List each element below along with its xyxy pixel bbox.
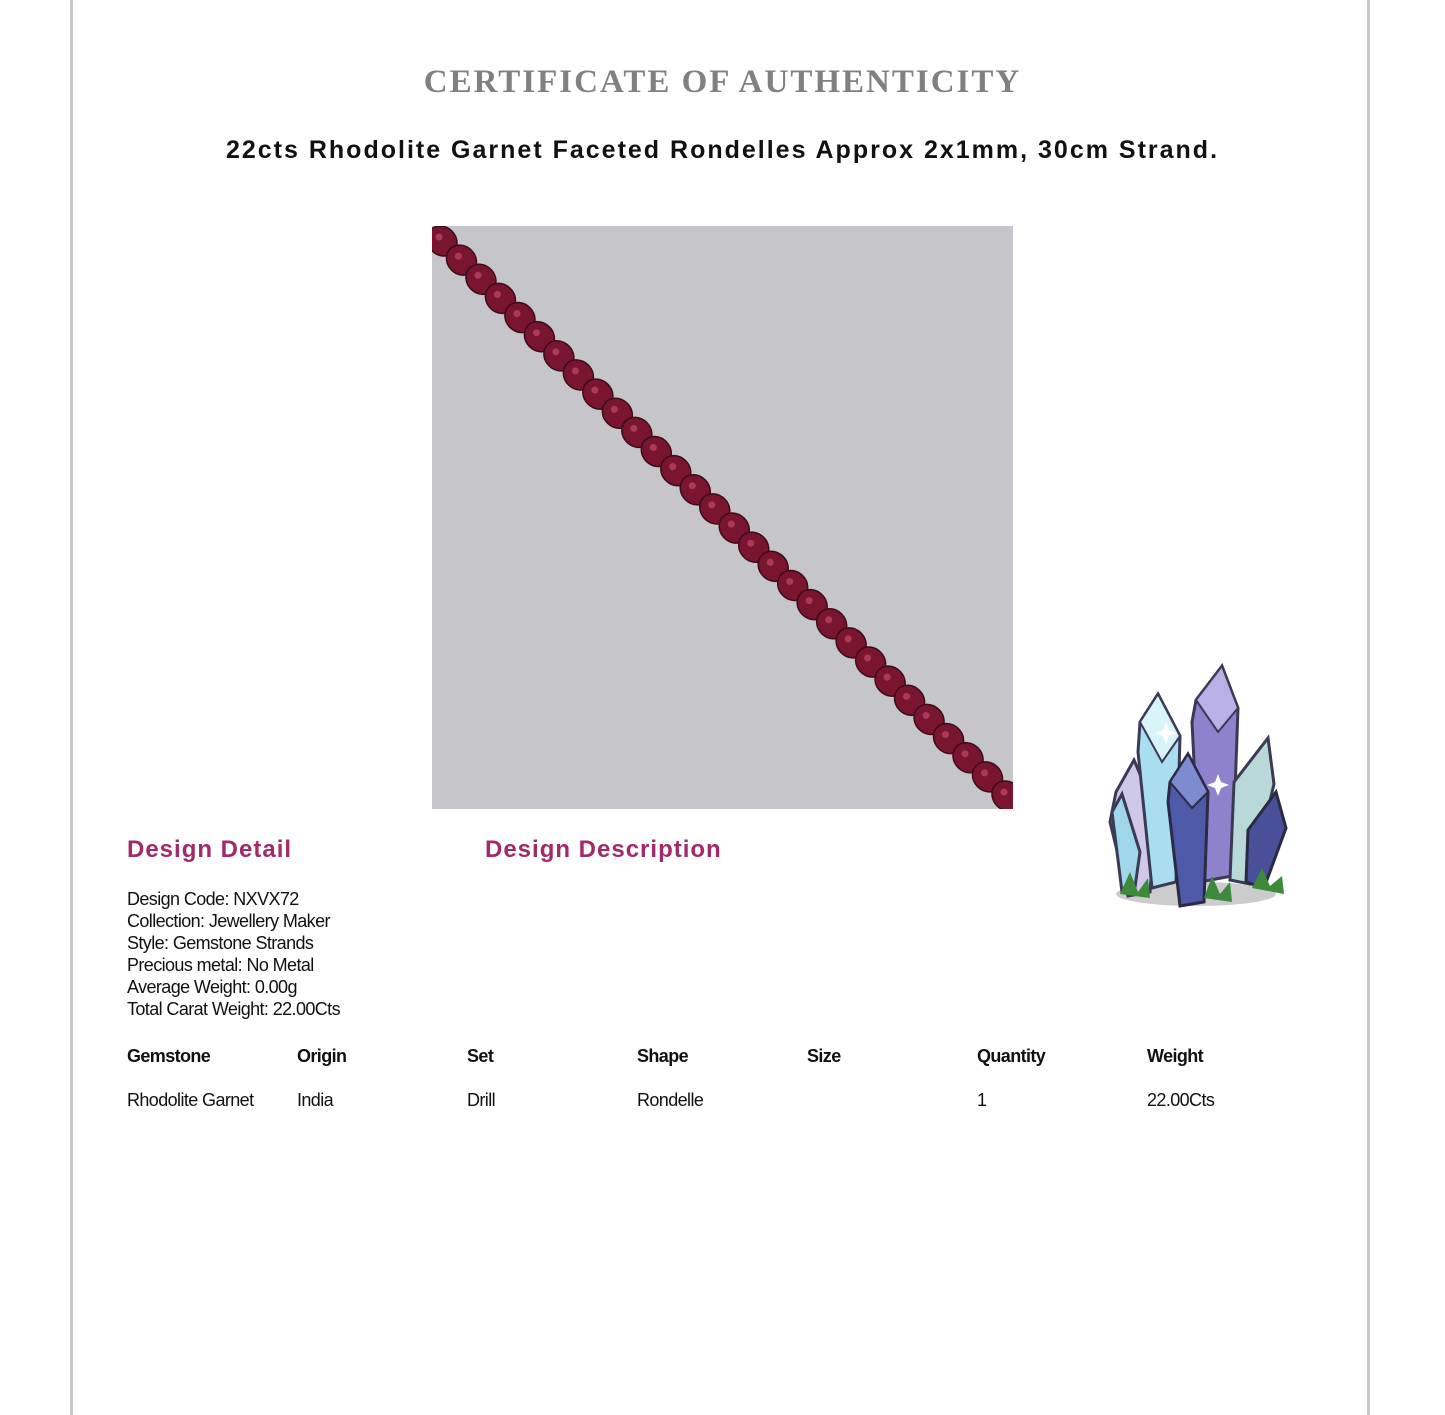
gemstone-table — [127, 1046, 1317, 1114]
bead-highlight — [494, 291, 501, 298]
header-quantity: Quantity — [977, 1046, 1046, 1066]
bead-highlight — [513, 310, 520, 317]
cell-weight: 22.00Cts — [1147, 1090, 1215, 1110]
bead-highlight — [669, 463, 676, 470]
header-set: Set — [467, 1046, 494, 1066]
bead-highlight — [923, 712, 930, 719]
bead-highlight — [591, 387, 598, 394]
cell-set: Drill — [467, 1090, 495, 1110]
bead-highlight — [455, 253, 462, 260]
precious-metal: Precious metal: No Metal — [127, 955, 314, 975]
cell-origin: India — [297, 1090, 334, 1110]
bead-highlight — [962, 750, 969, 757]
bead-highlight — [611, 406, 618, 413]
total-carat-weight: Total Carat Weight: 22.00Cts — [127, 999, 340, 1019]
table-row — [127, 1074, 1317, 1114]
cell-quantity: 1 — [977, 1090, 987, 1110]
bead-highlight — [533, 329, 540, 336]
header-weight: Weight — [1147, 1046, 1204, 1066]
cell-size — [807, 1074, 977, 1114]
product-photo — [432, 226, 1013, 809]
cell-gemstone: Rhodolite Garnet — [127, 1090, 254, 1110]
design-description-heading: Design Description — [485, 836, 722, 863]
bead-highlight — [689, 482, 696, 489]
average-weight: Average Weight: 0.00g — [127, 977, 297, 997]
bead-highlight — [436, 234, 443, 241]
style: Style: Gemstone Strands — [127, 933, 314, 953]
header-size: Size — [807, 1046, 841, 1066]
page-border-left — [70, 0, 73, 1415]
collection: Collection: Jewellery Maker — [127, 911, 330, 931]
bead-highlight — [942, 731, 949, 738]
bead-highlight — [786, 578, 793, 585]
header-shape: Shape — [637, 1046, 689, 1066]
bead-highlight — [572, 367, 579, 374]
bead-highlight — [981, 769, 988, 776]
design-code: Design Code: NXVX72 — [127, 889, 299, 909]
bead-highlight — [650, 444, 657, 451]
bead-highlight — [767, 559, 774, 566]
bead-highlight — [903, 693, 910, 700]
bead-highlight — [825, 616, 832, 623]
bead-highlight — [728, 521, 735, 528]
bead-highlight — [552, 348, 559, 355]
bead-highlight — [884, 674, 891, 681]
design-detail-heading: Design Detail — [127, 836, 293, 863]
table-header-row — [127, 1046, 1317, 1074]
bead-highlight — [747, 540, 754, 547]
page-border-right — [1367, 0, 1370, 1415]
cell-shape: Rondelle — [637, 1090, 704, 1110]
bead-highlight — [474, 272, 481, 279]
bead-highlight — [1001, 789, 1008, 796]
bead-highlight — [864, 655, 871, 662]
bead-highlight — [708, 501, 715, 508]
bead-highlight — [845, 635, 852, 642]
header-origin: Origin — [297, 1046, 347, 1066]
product-title: 22cts Rhodolite Garnet Faceted Rondelles Approx 2x1mm, 30cm Strand. — [225, 136, 1220, 164]
bead-highlight — [630, 425, 637, 432]
bead-highlight — [806, 597, 813, 604]
design-detail-list — [127, 888, 340, 1020]
header-gemstone: Gemstone — [127, 1046, 211, 1066]
crystal-cluster-icon — [1100, 662, 1292, 920]
certificate-title: CERTIFICATE OF AUTHENTICITY — [423, 64, 1022, 100]
